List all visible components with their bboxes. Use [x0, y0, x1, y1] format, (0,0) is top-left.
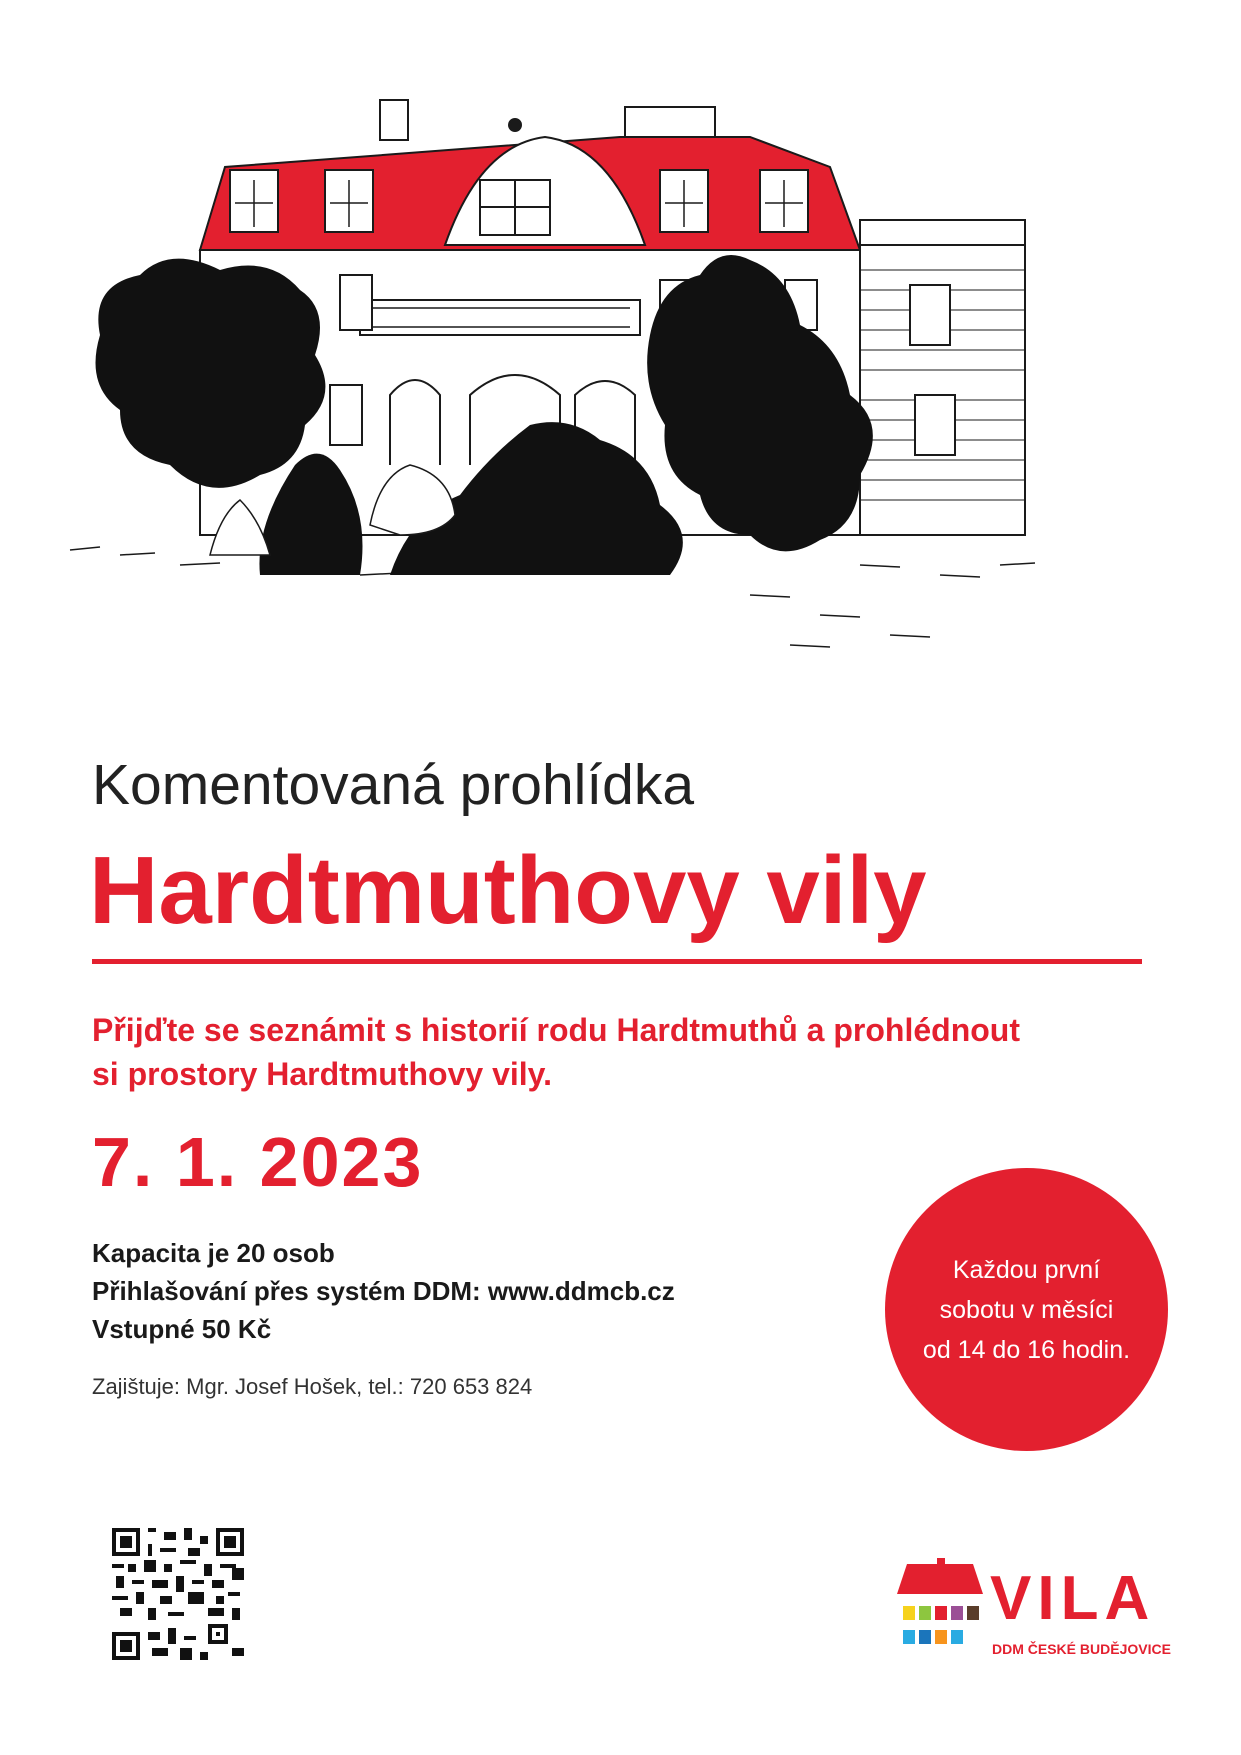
event-details: [92, 1234, 812, 1348]
logo-square-3: [935, 1606, 947, 1620]
badge-line-2: sobotu v měsíci: [939, 1295, 1114, 1324]
logo-square-5: [967, 1606, 979, 1620]
logo-roof: [897, 1564, 983, 1594]
badge-line-3: od 14 do 16 hodin.: [922, 1335, 1131, 1364]
logo-chimney: [937, 1558, 945, 1566]
logo-square-4: [951, 1606, 963, 1620]
qr-code-icon[interactable]: [112, 1528, 244, 1660]
logo-color-squares: [903, 1606, 979, 1644]
logo-wordmark: VILA: [990, 1564, 1156, 1633]
logo-square-6: [903, 1630, 915, 1644]
logo-square-9: [951, 1630, 963, 1644]
villa-illustration: [60, 95, 1170, 685]
logo-square-1: [903, 1606, 915, 1620]
logo-square-2: [919, 1606, 931, 1620]
intro-line-2: si prostory Hardtmuthovy vily.: [92, 1056, 552, 1092]
intro-line-1: Přijďte se seznámit s historií rodu Hardtmuthů a prohlédnout: [92, 1012, 1020, 1048]
subtitle: Komentovaná prohlídka: [92, 753, 695, 817]
logo-square-7: [919, 1630, 931, 1644]
intro-text: [92, 1008, 1092, 1096]
entry-fee-text: Vstupné 50 Kč: [92, 1314, 272, 1344]
logo-square-8: [935, 1630, 947, 1644]
event-date: 7. 1. 2023: [92, 1123, 424, 1201]
capacity-text: Kapacita je 20 osob: [92, 1238, 335, 1268]
badge-line-1: Každou první: [952, 1255, 1101, 1284]
registration-text: Přihlašování přes systém DDM: www.ddmcb.cz: [92, 1276, 675, 1306]
schedule-badge: [885, 1168, 1168, 1451]
contact-text: Zajištuje: Mgr. Josef Hošek, tel.: 720 653 824: [92, 1374, 533, 1399]
page-title: Hardtmuthovy vily: [89, 837, 927, 944]
title-underline: [92, 959, 1142, 964]
logo-organization: DDM ČESKÉ BUDĚJOVICE: [992, 1641, 1171, 1657]
